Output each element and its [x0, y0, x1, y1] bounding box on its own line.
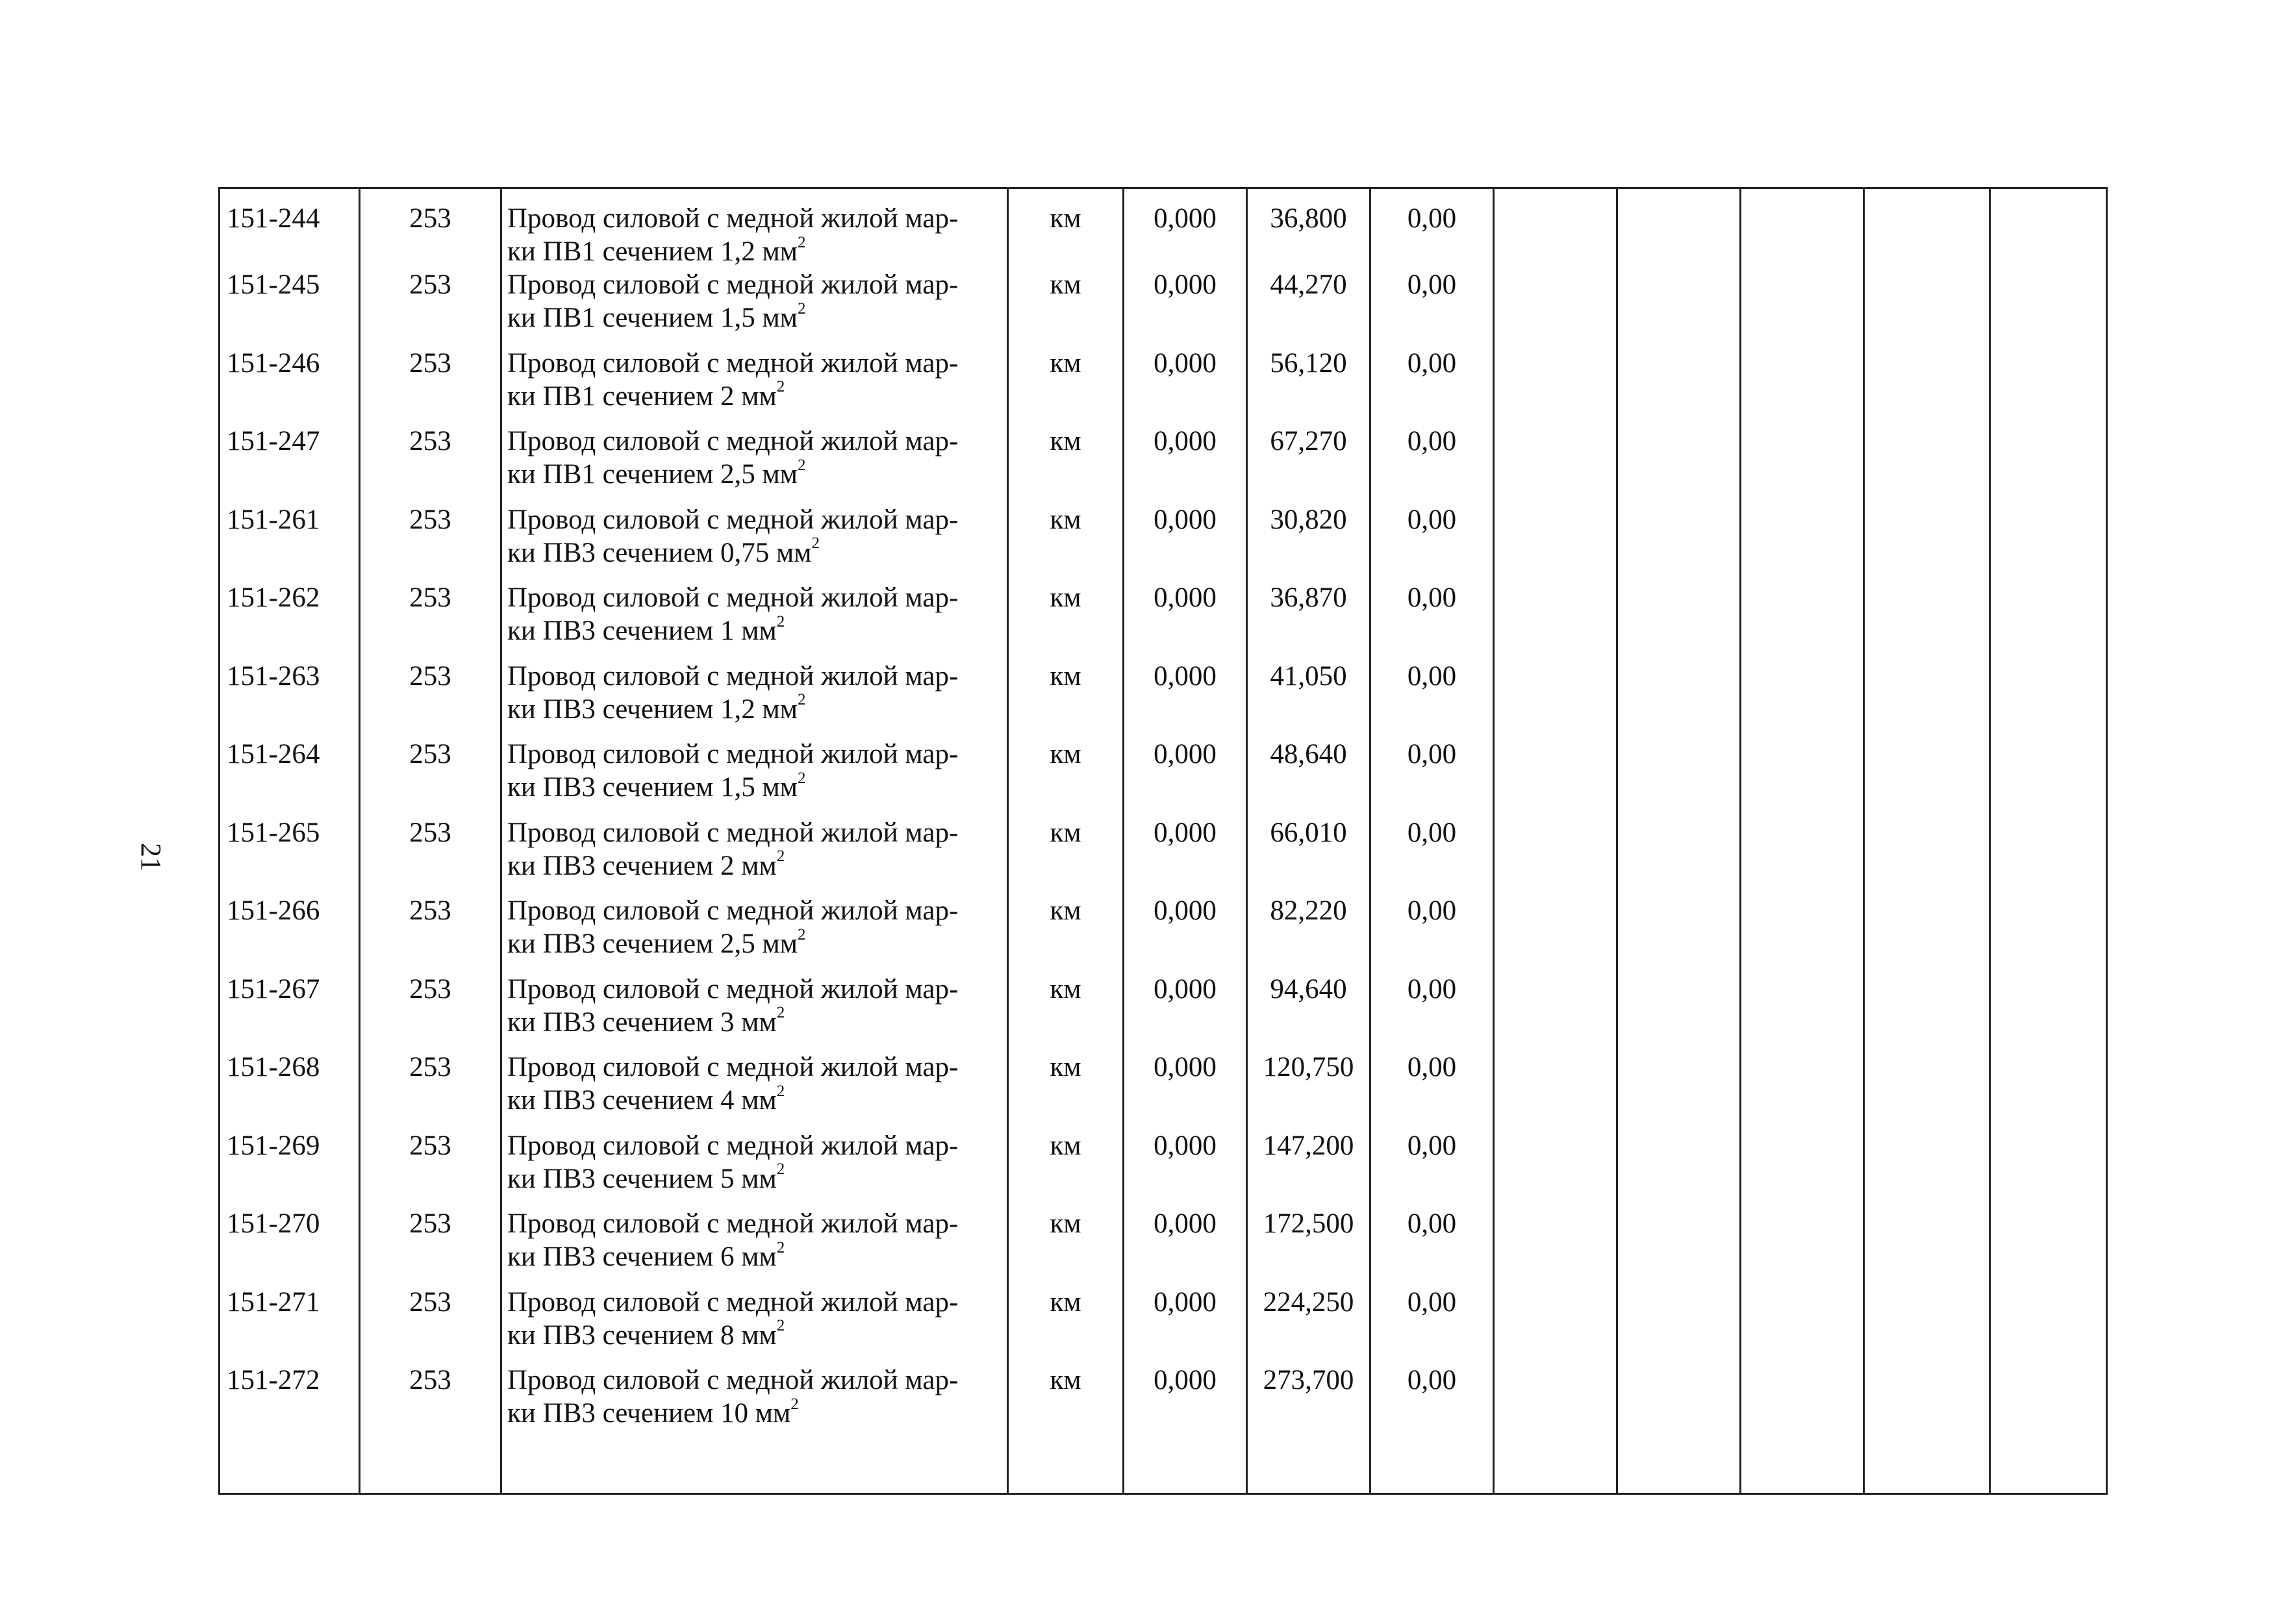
value-2: 147,200: [1247, 1129, 1370, 1208]
empty-cell: [1990, 581, 2107, 660]
item-name-line1: Провод силовой с медной жилой мар-: [507, 817, 959, 848]
table-row: [220, 973, 2107, 1051]
item-name: [501, 894, 1008, 973]
item-name-line1: Провод силовой с медной жилой мар-: [507, 895, 959, 926]
empty-cell: [1741, 1207, 1864, 1286]
empty-cell: [1990, 268, 2107, 347]
empty-cell: [1990, 425, 2107, 503]
value-1: 0,000: [1124, 738, 1247, 816]
unit: км: [1008, 425, 1124, 503]
group-code: 253: [360, 425, 501, 503]
table-body: [220, 188, 2107, 1494]
group-code: 253: [360, 347, 501, 425]
group-code: 253: [360, 973, 501, 1051]
unit-superscript: 2: [797, 691, 806, 709]
unit: км: [1008, 816, 1124, 895]
table-row: [220, 1051, 2107, 1129]
item-name-line1: Провод силовой с медной жилой мар-: [507, 1286, 959, 1318]
unit: км: [1008, 738, 1124, 816]
empty-cell: [1741, 425, 1864, 503]
item-name-line2-wrap: [507, 1162, 1003, 1195]
empty-cell: [501, 1442, 1008, 1494]
value-1: 0,000: [1124, 503, 1247, 582]
empty-cell: [1741, 1442, 1864, 1494]
item-name: [501, 973, 1008, 1051]
empty-cell: [1494, 660, 1617, 738]
value-3: 0,00: [1370, 816, 1494, 895]
item-name: [501, 1364, 1008, 1442]
unit: км: [1008, 581, 1124, 660]
item-name: [501, 1129, 1008, 1208]
item-name: [501, 1051, 1008, 1129]
table-row: [220, 1364, 2107, 1442]
item-code: 151-271: [220, 1286, 360, 1364]
empty-cell: [1494, 738, 1617, 816]
item-name-line2: ки ПВ3 сечением 2 мм: [507, 850, 777, 881]
item-name: [501, 425, 1008, 503]
empty-cell: [360, 1442, 501, 1494]
unit-superscript: 2: [776, 1238, 785, 1256]
table-row: [220, 1207, 2107, 1286]
item-name: [501, 660, 1008, 738]
empty-cell: [1617, 1207, 1741, 1286]
value-1: 0,000: [1124, 425, 1247, 503]
table-row: [220, 503, 2107, 582]
item-name-line1: Провод силовой с медной жилой мар-: [507, 426, 959, 456]
empty-cell: [1741, 503, 1864, 582]
value-1: 0,000: [1124, 816, 1247, 895]
empty-cell: [220, 1442, 360, 1494]
empty-cell: [1741, 347, 1864, 425]
group-code: 253: [360, 188, 501, 269]
page-number: 21: [135, 843, 167, 871]
empty-cell: [1741, 973, 1864, 1051]
value-3: 0,00: [1370, 1129, 1494, 1208]
value-3: 0,00: [1370, 1051, 1494, 1129]
empty-cell: [1864, 1442, 1990, 1494]
value-3: 0,00: [1370, 347, 1494, 425]
item-name-line2-wrap: [507, 380, 1003, 413]
empty-cell: [1990, 1051, 2107, 1129]
group-code: 253: [360, 268, 501, 347]
item-name: [501, 347, 1008, 425]
table-row: [220, 660, 2107, 738]
empty-cell: [1864, 347, 1990, 425]
item-name-line2-wrap: [507, 1397, 1003, 1430]
empty-cell: [1864, 268, 1990, 347]
item-name-line2: ки ПВ3 сечением 3 мм: [507, 1006, 777, 1038]
item-code: 151-247: [220, 425, 360, 503]
item-name-line2: ки ПВ3 сечением 2,5 мм: [507, 929, 798, 959]
value-1: 0,000: [1124, 894, 1247, 973]
item-code: 151-266: [220, 894, 360, 973]
item-code: 151-245: [220, 268, 360, 347]
item-name-line2-wrap: [507, 1084, 1003, 1117]
item-name: [501, 738, 1008, 816]
empty-cell: [1990, 1364, 2107, 1442]
item-name-line2-wrap: [507, 614, 1003, 647]
empty-cell: [1617, 1286, 1741, 1364]
empty-cell: [1494, 1286, 1617, 1364]
unit: км: [1008, 660, 1124, 738]
item-name: [501, 503, 1008, 582]
group-code: 253: [360, 581, 501, 660]
empty-cell: [1494, 188, 1617, 269]
table-row: [220, 1129, 2107, 1208]
empty-cell: [1741, 894, 1864, 973]
empty-cell: [1864, 188, 1990, 269]
unit-superscript: 2: [797, 233, 806, 251]
table-row: [220, 188, 2107, 269]
unit: км: [1008, 268, 1124, 347]
filler-row: [220, 1442, 2107, 1494]
item-name-line2-wrap: [507, 849, 1003, 882]
item-name-line2-wrap: [507, 235, 1003, 268]
empty-cell: [1617, 1051, 1741, 1129]
value-3: 0,00: [1370, 1286, 1494, 1364]
empty-cell: [1494, 1207, 1617, 1286]
item-name-line2: ки ПВ3 сечением 4 мм: [507, 1085, 777, 1116]
item-code: 151-261: [220, 503, 360, 582]
value-2: 36,800: [1247, 188, 1370, 269]
item-code: 151-263: [220, 660, 360, 738]
item-name-line1: Провод силовой с медной жилой мар-: [507, 1365, 959, 1395]
item-name-line1: Провод силовой с медной жилой мар-: [507, 660, 959, 692]
empty-cell: [1990, 660, 2107, 738]
empty-cell: [1617, 188, 1741, 269]
item-name-line2-wrap: [507, 458, 1003, 491]
item-name-line2-wrap: [507, 1006, 1003, 1039]
unit-superscript: 2: [811, 534, 820, 553]
item-name-line1: Провод силовой с медной жилой мар-: [507, 1208, 959, 1239]
value-2: 41,050: [1247, 660, 1370, 738]
empty-cell: [1617, 660, 1741, 738]
unit: км: [1008, 1364, 1124, 1442]
empty-cell: [1494, 503, 1617, 582]
group-code: 253: [360, 660, 501, 738]
item-name-line2-wrap: [507, 1319, 1003, 1352]
empty-cell: [1494, 894, 1617, 973]
item-name-line2-wrap: [507, 771, 1003, 804]
item-name-line2: ки ПВ1 сечением 1,2 мм: [507, 236, 798, 267]
item-name: [501, 268, 1008, 347]
empty-cell: [1990, 1129, 2107, 1208]
item-name: [501, 1286, 1008, 1364]
empty-cell: [1617, 347, 1741, 425]
unit-superscript: 2: [776, 612, 785, 631]
empty-cell: [1990, 1286, 2107, 1364]
item-name-line2-wrap: [507, 536, 1003, 569]
empty-cell: [1741, 1051, 1864, 1129]
value-2: 172,500: [1247, 1207, 1370, 1286]
unit-superscript: 2: [790, 1395, 799, 1413]
value-2: 30,820: [1247, 503, 1370, 582]
empty-cell: [1990, 1207, 2107, 1286]
value-1: 0,000: [1124, 1364, 1247, 1442]
empty-cell: [1864, 1051, 1990, 1129]
empty-cell: [1741, 581, 1864, 660]
empty-cell: [1494, 1051, 1617, 1129]
empty-cell: [1494, 816, 1617, 895]
empty-cell: [1124, 1442, 1247, 1494]
item-name-line1: Провод силовой с медной жилой мар-: [507, 973, 959, 1005]
empty-cell: [1990, 816, 2107, 895]
group-code: 253: [360, 1207, 501, 1286]
item-name-line2-wrap: [507, 1240, 1003, 1273]
empty-cell: [1494, 973, 1617, 1051]
value-2: 273,700: [1247, 1364, 1370, 1442]
unit-superscript: 2: [776, 1004, 785, 1022]
empty-cell: [1864, 503, 1990, 582]
item-name: [501, 816, 1008, 895]
item-name-line1: Провод силовой с медной жилой мар-: [507, 504, 959, 535]
group-code: 253: [360, 816, 501, 895]
unit: км: [1008, 503, 1124, 582]
group-code: 253: [360, 1129, 501, 1208]
empty-cell: [1494, 425, 1617, 503]
group-code: 253: [360, 894, 501, 973]
item-code: 151-246: [220, 347, 360, 425]
group-code: 253: [360, 1286, 501, 1364]
value-3: 0,00: [1370, 188, 1494, 269]
value-1: 0,000: [1124, 1051, 1247, 1129]
value-3: 0,00: [1370, 894, 1494, 973]
unit: км: [1008, 1207, 1124, 1286]
empty-cell: [1494, 268, 1617, 347]
value-1: 0,000: [1124, 1286, 1247, 1364]
value-2: 56,120: [1247, 347, 1370, 425]
unit-superscript: 2: [776, 847, 785, 866]
item-name-line2: ки ПВ1 сечением 2 мм: [507, 381, 777, 412]
empty-cell: [1494, 1364, 1617, 1442]
item-name-line2: ки ПВ3 сечением 1,2 мм: [507, 693, 798, 725]
empty-cell: [1864, 738, 1990, 816]
empty-cell: [1617, 268, 1741, 347]
item-name-line2: ки ПВ1 сечением 2,5 мм: [507, 459, 798, 490]
empty-cell: [1741, 1286, 1864, 1364]
value-1: 0,000: [1124, 973, 1247, 1051]
value-2: 48,640: [1247, 738, 1370, 816]
item-code: 151-270: [220, 1207, 360, 1286]
item-code: 151-267: [220, 973, 360, 1051]
empty-cell: [1494, 1442, 1617, 1494]
value-3: 0,00: [1370, 1364, 1494, 1442]
empty-cell: [1990, 188, 2107, 269]
item-name-line1: Провод силовой с медной жилой мар-: [507, 347, 959, 379]
price-table: [218, 187, 2108, 1495]
table-row: [220, 816, 2107, 895]
table-row: [220, 347, 2107, 425]
item-code: 151-272: [220, 1364, 360, 1442]
empty-cell: [1617, 581, 1741, 660]
unit-superscript: 2: [797, 769, 806, 787]
empty-cell: [1864, 581, 1990, 660]
value-1: 0,000: [1124, 1129, 1247, 1208]
table-row: [220, 268, 2107, 347]
group-code: 253: [360, 1364, 501, 1442]
value-1: 0,000: [1124, 581, 1247, 660]
empty-cell: [1617, 894, 1741, 973]
value-1: 0,000: [1124, 268, 1247, 347]
item-name-line2: ки ПВ3 сечением 1,5 мм: [507, 772, 798, 803]
value-1: 0,000: [1124, 347, 1247, 425]
value-3: 0,00: [1370, 1207, 1494, 1286]
item-name-line1: Провод силовой с медной жилой мар-: [507, 582, 959, 613]
empty-cell: [1864, 1129, 1990, 1208]
empty-cell: [1864, 973, 1990, 1051]
empty-cell: [1990, 973, 2107, 1051]
item-name: [501, 188, 1008, 269]
unit-superscript: 2: [776, 1082, 785, 1100]
item-code: 151-264: [220, 738, 360, 816]
empty-cell: [1617, 1364, 1741, 1442]
item-name-line1: Провод силовой с медной жилой мар-: [507, 1130, 959, 1161]
empty-cell: [1741, 738, 1864, 816]
empty-cell: [1617, 1129, 1741, 1208]
value-2: 224,250: [1247, 1286, 1370, 1364]
empty-cell: [1864, 816, 1990, 895]
item-name-line2: ки ПВ3 сечением 5 мм: [507, 1163, 777, 1194]
empty-cell: [1864, 1364, 1990, 1442]
item-code: 151-244: [220, 188, 360, 269]
empty-cell: [1741, 1129, 1864, 1208]
value-3: 0,00: [1370, 738, 1494, 816]
value-2: 36,870: [1247, 581, 1370, 660]
empty-cell: [1617, 425, 1741, 503]
empty-cell: [1741, 660, 1864, 738]
item-name-line2-wrap: [507, 693, 1003, 726]
value-2: 120,750: [1247, 1051, 1370, 1129]
item-name-line1: Провод силовой с медной жилой мар-: [507, 203, 959, 234]
unit: км: [1008, 347, 1124, 425]
table-row: [220, 738, 2107, 816]
unit: км: [1008, 188, 1124, 269]
item-name-line2: ки ПВ3 сечением 10 мм: [507, 1398, 791, 1429]
item-code: 151-262: [220, 581, 360, 660]
empty-cell: [1990, 894, 2107, 973]
item-name-line1: Провод силовой с медной жилой мар-: [507, 739, 959, 769]
item-name-line2-wrap: [507, 927, 1003, 960]
item-name-line2: ки ПВ3 сечением 8 мм: [507, 1319, 777, 1351]
table-row: [220, 581, 2107, 660]
empty-cell: [1864, 660, 1990, 738]
value-2: 67,270: [1247, 425, 1370, 503]
value-1: 0,000: [1124, 660, 1247, 738]
unit-superscript: 2: [776, 378, 785, 396]
value-1: 0,000: [1124, 1207, 1247, 1286]
group-code: 253: [360, 503, 501, 582]
item-name-line1: Провод силовой с медной жилой мар-: [507, 269, 959, 300]
value-1: 0,000: [1124, 188, 1247, 269]
table-row: [220, 894, 2107, 973]
value-3: 0,00: [1370, 268, 1494, 347]
empty-cell: [1741, 1364, 1864, 1442]
empty-cell: [1864, 1286, 1990, 1364]
value-3: 0,00: [1370, 425, 1494, 503]
value-2: 82,220: [1247, 894, 1370, 973]
item-name: [501, 1207, 1008, 1286]
value-3: 0,00: [1370, 973, 1494, 1051]
empty-cell: [1617, 816, 1741, 895]
empty-cell: [1617, 503, 1741, 582]
group-code: 253: [360, 738, 501, 816]
empty-cell: [1494, 1129, 1617, 1208]
table-row: [220, 425, 2107, 503]
value-2: 44,270: [1247, 268, 1370, 347]
unit: км: [1008, 973, 1124, 1051]
unit-superscript: 2: [797, 299, 806, 318]
item-name-line2: ки ПВ3 сечением 0,75 мм: [507, 537, 812, 568]
empty-cell: [1741, 268, 1864, 347]
item-code: 151-269: [220, 1129, 360, 1208]
empty-cell: [1864, 1207, 1990, 1286]
item-name-line2: ки ПВ3 сечением 1 мм: [507, 616, 777, 646]
empty-cell: [1990, 738, 2107, 816]
empty-cell: [1247, 1442, 1370, 1494]
item-code: 151-265: [220, 816, 360, 895]
item-name-line2-wrap: [507, 301, 1003, 334]
unit-superscript: 2: [776, 1160, 785, 1179]
empty-cell: [1617, 973, 1741, 1051]
unit: км: [1008, 1286, 1124, 1364]
empty-cell: [1008, 1442, 1124, 1494]
item-name-line2: ки ПВ1 сечением 1,5 мм: [507, 303, 798, 333]
empty-cell: [1990, 347, 2107, 425]
value-3: 0,00: [1370, 581, 1494, 660]
item-name-line1: Провод силовой с медной жилой мар-: [507, 1052, 959, 1082]
value-2: 94,640: [1247, 973, 1370, 1051]
unit-superscript: 2: [797, 925, 806, 943]
group-code: 253: [360, 1051, 501, 1129]
value-3: 0,00: [1370, 503, 1494, 582]
item-code: 151-268: [220, 1051, 360, 1129]
unit: км: [1008, 1129, 1124, 1208]
item-name-line2: ки ПВ3 сечением 6 мм: [507, 1242, 777, 1272]
item-name: [501, 581, 1008, 660]
empty-cell: [1370, 1442, 1494, 1494]
empty-cell: [1494, 347, 1617, 425]
empty-cell: [1741, 188, 1864, 269]
table-row: [220, 1286, 2107, 1364]
empty-cell: [1741, 816, 1864, 895]
empty-cell: [1990, 503, 2107, 582]
value-3: 0,00: [1370, 660, 1494, 738]
empty-cell: [1864, 894, 1990, 973]
unit-superscript: 2: [776, 1317, 785, 1335]
unit: км: [1008, 894, 1124, 973]
empty-cell: [1617, 738, 1741, 816]
unit-superscript: 2: [797, 456, 806, 474]
empty-cell: [1617, 1442, 1741, 1494]
value-2: 66,010: [1247, 816, 1370, 895]
empty-cell: [1494, 581, 1617, 660]
unit: км: [1008, 1051, 1124, 1129]
empty-cell: [1990, 1442, 2107, 1494]
empty-cell: [1864, 425, 1990, 503]
